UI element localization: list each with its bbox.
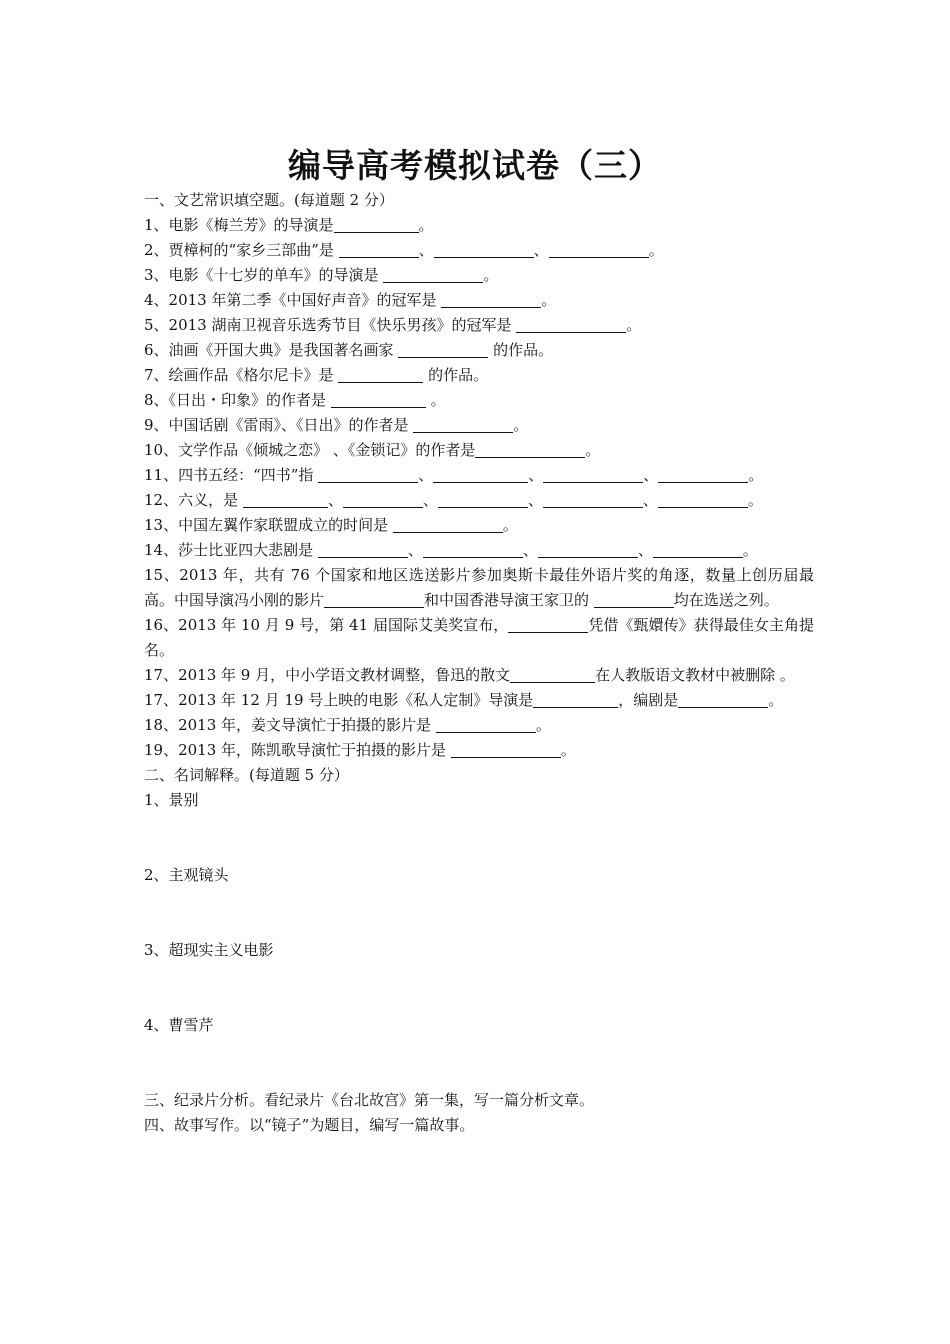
answer-blank[interactable] (393, 517, 503, 533)
question-text: 10、文学作品《倾城之恋》 、《金锁记》的作者是 (144, 441, 476, 459)
question-1: 1、电影《梅兰芳》的导演是 。 (144, 216, 434, 234)
answer-space[interactable] (144, 963, 814, 1013)
question-text: 5、2013 湖南卫视音乐选秀节目《快乐男孩》的冠军是 (144, 316, 517, 334)
question-text: 7、绘画作品《格尔尼卡》是 (144, 366, 339, 384)
section-heading-3: 三、纪录片分析。看纪录片《台北故宫》第一集，写一篇分析文章。 (144, 1091, 595, 1109)
term-2: 2、主观镜头 (144, 866, 229, 884)
question-5: 5、2013 湖南卫视音乐选秀节目《快乐男孩》的冠军是 。 (144, 316, 642, 334)
question-8: 8、《日出・印象》的作者是 。 (144, 391, 446, 409)
question-6: 6、油画《开国大典》是我国著名画家 的作品。 (144, 341, 554, 359)
question-17a: 17、2013 年 9 月，中小学语文教材调整，鲁迅的散文 在人教版语文教材中被删除 。 (144, 666, 795, 684)
question-text: 8、《日出・印象》的作者是 (144, 391, 331, 409)
question-text: 3、电影《十七岁的单车》的导演是 (144, 266, 384, 284)
answer-blank[interactable] (436, 717, 536, 733)
answer-blank[interactable] (549, 242, 649, 258)
section-heading-1: 一、文艺常识填空题。(每道题 2 分） (144, 191, 394, 209)
answer-blank[interactable] (318, 467, 418, 483)
answer-blank[interactable] (338, 367, 423, 383)
answer-blank[interactable] (451, 742, 561, 758)
question-text: 17、2013 年 12 月 19 号上映的电影《私人定制》导演是 (144, 691, 534, 709)
question-18: 18、2013 年，姜文导演忙于拍摄的影片是 。 (144, 716, 551, 734)
question-10: 10、文学作品《倾城之恋》 、《金锁记》的作者是 。 (144, 441, 601, 459)
answer-blank[interactable] (343, 492, 423, 508)
answer-space[interactable] (144, 813, 814, 863)
question-3: 3、电影《十七岁的单车》的导演是 。 (144, 266, 499, 284)
question-12: 12、六义，是 、 、 、 、 。 (144, 491, 763, 509)
answer-space[interactable] (144, 1038, 814, 1088)
question-9: 9、中国话剧《雷雨》、《日出》的作者是 。 (144, 416, 529, 434)
answer-blank[interactable] (423, 542, 523, 558)
answer-blank[interactable] (678, 692, 768, 708)
question-text: 17、2013 年 9 月，中小学语文教材调整，鲁迅的散文 (144, 666, 511, 684)
answer-blank[interactable] (658, 492, 748, 508)
question-11: 11、四书五经：“四书”指 、 、 、 。 (144, 466, 764, 484)
question-19: 19、2013 年，陈凯歌导演忙于拍摄的影片是 。 (144, 741, 576, 759)
answer-blank[interactable] (533, 692, 618, 708)
answer-blank[interactable] (331, 392, 426, 408)
term-3: 3、超现实主义电影 (144, 941, 274, 959)
answer-blank[interactable] (334, 217, 419, 233)
answer-blank[interactable] (434, 242, 534, 258)
answer-space[interactable] (144, 888, 814, 938)
question-text: 6、油画《开国大典》是我国著名画家 (144, 341, 399, 359)
question-text: 1、电影《梅兰芳》的导演是 (144, 216, 334, 234)
answer-blank[interactable] (510, 667, 595, 683)
question-15: 15、2013 年，共有 76 个国家和地区选送影片参加奥斯卡最佳外语片奖的角逐，数量上创历届最高。中国导演冯小刚的影片 和中国香港导演王家卫的 均在选送之列。 (144, 566, 814, 609)
question-text: 9、中国话剧《雷雨》、《日出》的作者是 (144, 416, 414, 434)
answer-blank[interactable] (433, 467, 528, 483)
answer-blank[interactable] (324, 592, 424, 608)
answer-blank[interactable] (538, 542, 638, 558)
answer-blank[interactable] (383, 267, 483, 283)
section-heading-2: 二、名词解释。(每道题 5 分） (144, 766, 349, 784)
answer-blank[interactable] (475, 442, 585, 458)
question-text: 12、六义，是 (144, 491, 243, 509)
question-13: 13、中国左翼作家联盟成立的时间是 。 (144, 516, 518, 534)
answer-blank[interactable] (658, 467, 748, 483)
question-16: 16、2013 年 10 月 9 号，第 41 届国际艾美奖宣布， 凭借《甄嬛传》获得最佳女主角提名。 (144, 616, 814, 659)
question-text: 16、2013 年 10 月 9 号，第 41 届国际艾美奖宣布， (144, 616, 509, 634)
answer-blank[interactable] (543, 467, 643, 483)
answer-blank[interactable] (398, 342, 488, 358)
question-7: 7、绘画作品《格尔尼卡》是 的作品。 (144, 366, 489, 384)
question-14: 14、莎士比亚四大悲剧是 、 、 、 。 (144, 541, 758, 559)
question-text: 19、2013 年，陈凯歌导演忙于拍摄的影片是 (144, 741, 451, 759)
answer-blank[interactable] (438, 492, 528, 508)
answer-blank[interactable] (508, 617, 588, 633)
question-2: 2、贾樟柯的“家乡三部曲”是 、 、 。 (144, 241, 664, 259)
answer-blank[interactable] (339, 242, 419, 258)
exam-content (144, 188, 814, 1138)
section-heading-4: 四、故事写作。以“镜子”为题目，编写一篇故事。 (144, 1116, 475, 1134)
answer-blank[interactable] (516, 317, 626, 333)
question-text: 4、2013 年第二季《中国好声音》的冠军是 (144, 291, 442, 309)
question-text: 14、莎士比亚四大悲剧是 (144, 541, 318, 559)
answer-blank[interactable] (543, 492, 643, 508)
question-text: 2、贾樟柯的“家乡三部曲”是 (144, 241, 339, 259)
answer-blank[interactable] (243, 492, 328, 508)
term-1: 1、景别 (144, 791, 199, 809)
answer-blank[interactable] (413, 417, 513, 433)
question-text: 15、2013 年，共有 76 个国家和地区选送影片参加奥斯卡最佳外语片奖的角逐，数量上创历届最高。中国导演冯小刚的影片 (144, 566, 814, 609)
question-text: 13、中国左翼作家联盟成立的时间是 (144, 516, 393, 534)
question-text: 18、2013 年，姜文导演忙于拍摄的影片是 (144, 716, 436, 734)
answer-blank[interactable] (441, 292, 541, 308)
answer-blank[interactable] (594, 592, 674, 608)
answer-blank[interactable] (653, 542, 743, 558)
question-17b: 17、2013 年 12 月 19 号上映的电影《私人定制》导演是 ，编剧是 。 (144, 691, 784, 709)
question-text: 11、四书五经：“四书”指 (144, 466, 319, 484)
question-4: 4、2013 年第二季《中国好声音》的冠军是 。 (144, 291, 557, 309)
answer-blank[interactable] (318, 542, 408, 558)
term-4: 4、曹雪芹 (144, 1016, 214, 1034)
page-title: 编导高考模拟试卷（三） (288, 146, 662, 185)
